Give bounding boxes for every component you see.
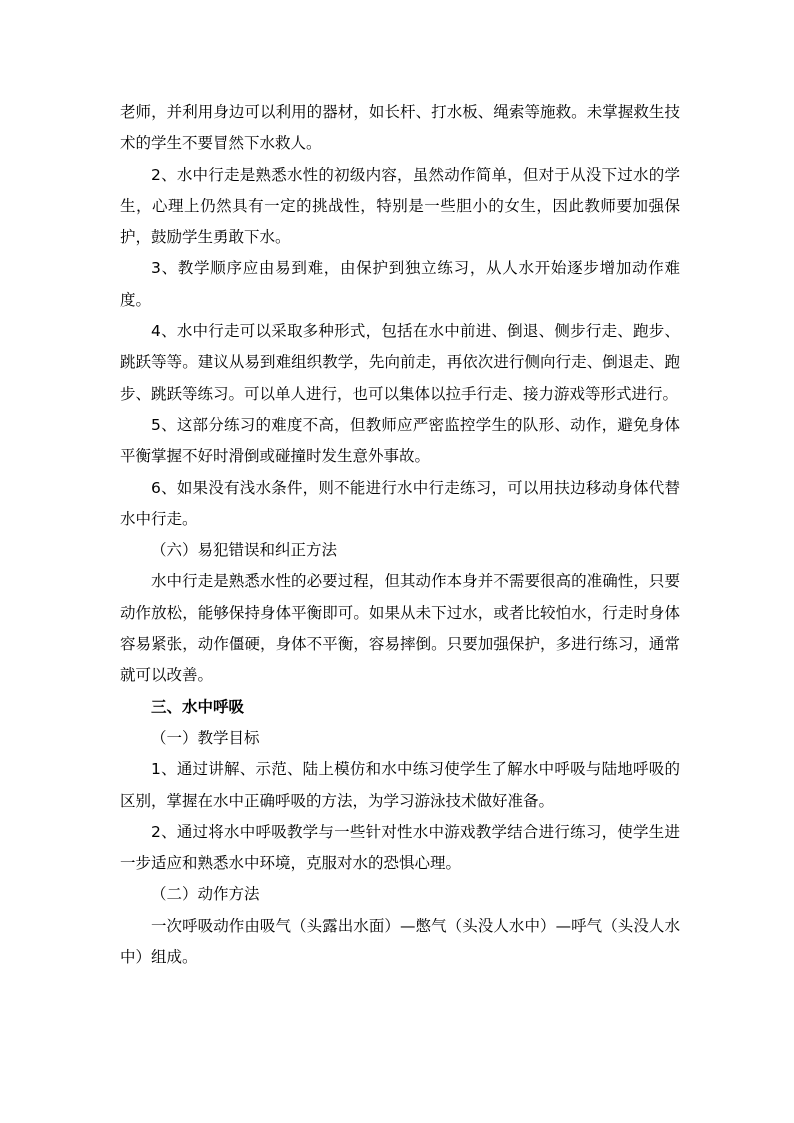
paragraph-goal-1: 1、通过讲解、示范、陆上模仿和水中练习使学生了解水中呼吸与陆地呼吸的区别，掌握在水中正确呼吸的方法，为学习游泳技术做好准备。 <box>120 760 680 810</box>
paragraph-rescue-continuation: 老师，并利用身边可以利用的器材，如长杆、打水板、绳索等施救。未掌握救生技术的学生不要冒然下水救人。 <box>120 103 680 153</box>
subheading-common-errors: （六）易犯错误和纠正方法 <box>151 541 338 560</box>
paragraph-item-4: 4、水中行走可以采取多种形式，包括在水中前进、倒退、侧步行走、跑步、跳跃等等。建议从易到难组织教学，先向前走，再依次进行侧向行走、倒退走、跑步、跳跃等练习。可以单人进行，也可以集体以拉手行走、接力游戏等形式进行。 <box>120 322 680 403</box>
paragraph-common-errors: 水中行走是熟悉水性的必要过程，但其动作本身并不需要很高的准确性，只要动作放松，能够保持身体平衡即可。如果从未下过水，或者比较怕水，行走时身体容易紧张，动作僵硬，身体不平衡，容易摔倒。只要加强保护，多进行练习，通常就可以改善。 <box>120 572 680 685</box>
paragraph-goal-2: 2、通过将水中呼吸教学与一些针对性水中游戏教学结合进行练习，使学生进一步适应和熟悉水中环境，克服对水的恐惧心理。 <box>120 822 680 873</box>
paragraph-item-5: 5、这部分练习的难度不高，但教师应严密监控学生的队形、动作，避免身体平衡掌握不好时滑倒或碰撞时发生意外事故。 <box>120 415 680 466</box>
subheading-teaching-goals: （一）教学目标 <box>151 728 260 747</box>
paragraph-item-6: 6、如果没有浅水条件，则不能进行水中行走练习，可以用扶边移动身体代替水中行走。 <box>120 478 680 528</box>
paragraph-item-2: 2、水中行走是熟悉水性的初级内容，虽然动作简单，但对于从没下过水的学生，心理上仍然具有一定的挑战性，特别是一些胆小的女生，因此教师要加强保护，鼓励学生勇敢下水。 <box>120 165 680 247</box>
paragraph-item-3: 3、教学顺序应由易到难，由保护到独立练习，从人水开始逐步增加动作难度。 <box>120 259 680 309</box>
subheading-action-method: （二）动作方法 <box>151 885 260 904</box>
paragraph-action-method: 一次呼吸动作由吸气（头露出水面）—憋气（头没人水中）—呼气（头没人水中）组成。 <box>120 916 680 967</box>
section-heading-breathing: 三、水中呼吸 <box>151 697 245 716</box>
document-body <box>120 97 680 973</box>
